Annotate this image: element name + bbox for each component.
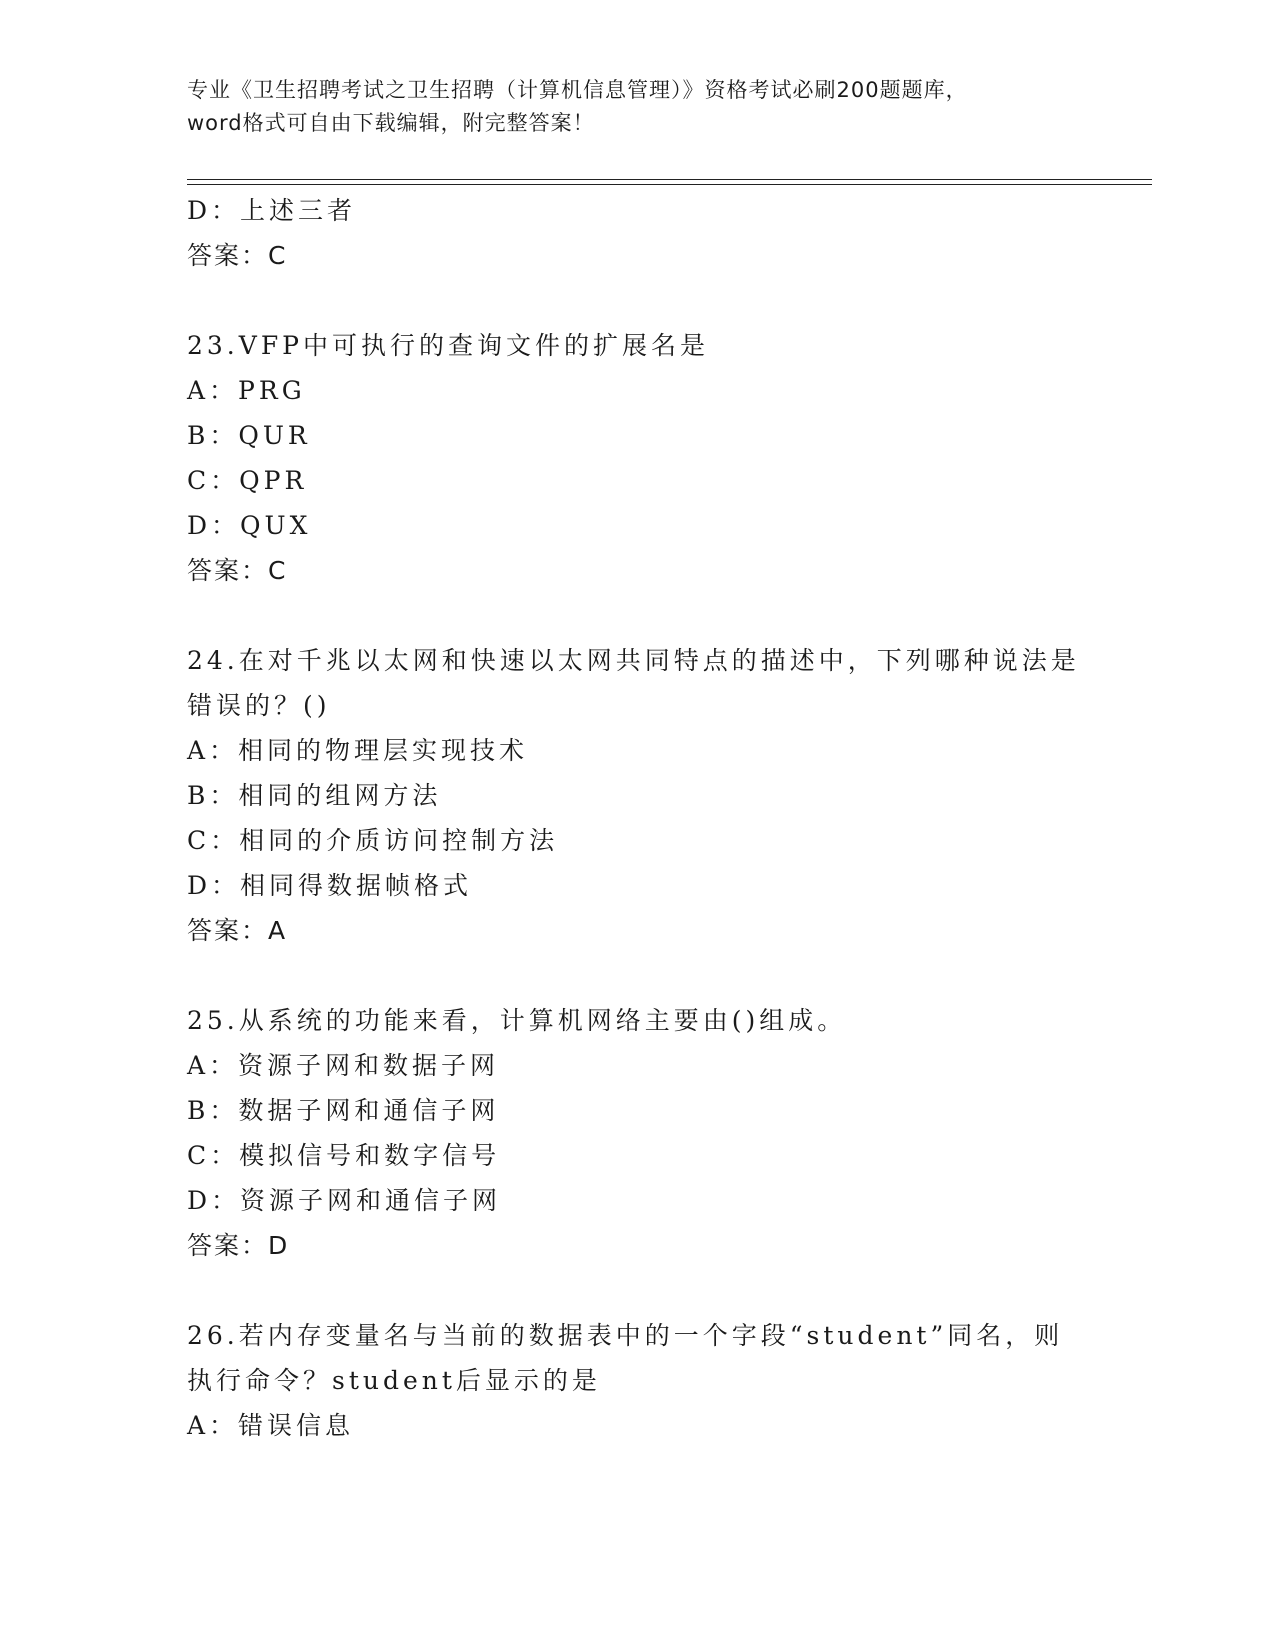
question-stem: 25.从系统的功能来看，计算机网络主要由()组成。 (187, 1006, 847, 1035)
option-b: B：数据子网和通信子网 (187, 1096, 500, 1125)
option-c: C：相同的介质访问控制方法 (187, 826, 559, 855)
question-25 (187, 998, 1152, 1268)
spacer (187, 1268, 1152, 1313)
header-divider-top (187, 179, 1152, 180)
question-stem-continued: 执行命令？student后显示的是 (187, 1366, 601, 1395)
question-stem: 24.在对千兆以太网和快速以太网共同特点的描述中，下列哪种说法是 (187, 646, 1080, 675)
question-list (187, 188, 1152, 1448)
option-a: A：相同的物理层实现技术 (187, 736, 529, 765)
spacer (187, 953, 1152, 998)
question-stem: 26.若内存变量名与当前的数据表中的一个字段“student”同名，则 (187, 1321, 1064, 1350)
question-23 (187, 323, 1152, 593)
answer: 答案：C (187, 241, 288, 270)
header-divider-bottom (187, 184, 1152, 185)
spacer (187, 593, 1152, 638)
question-26 (187, 1313, 1152, 1448)
option-d: D：相同得数据帧格式 (187, 871, 473, 900)
option-a: A：PRG (187, 376, 306, 405)
answer: 答案：A (187, 916, 288, 945)
option-b: B：相同的组网方法 (187, 781, 442, 810)
answer: 答案：C (187, 556, 288, 585)
spacer (187, 278, 1152, 323)
option-d: D：资源子网和通信子网 (187, 1186, 502, 1215)
question-stem: 23.VFP中可执行的查询文件的扩展名是 (187, 331, 709, 360)
answer: 答案：D (187, 1231, 290, 1260)
option-c: C：模拟信号和数字信号 (187, 1141, 501, 1170)
option-d: D：上述三者 (187, 196, 357, 225)
option-d: D：QUX (187, 511, 312, 540)
question-24 (187, 638, 1152, 953)
header-line-1: 专业《卫生招聘考试之卫生招聘（计算机信息管理）》资格考试必刷200题题库， (187, 78, 968, 102)
header-line-2: word格式可自由下载编辑，附完整答案！ (187, 111, 595, 135)
document-header (187, 74, 1087, 140)
option-a: A：错误信息 (187, 1411, 355, 1440)
option-a: A：资源子网和数据子网 (187, 1051, 500, 1080)
question-stem-continued: 错误的？() (187, 691, 331, 720)
option-c: C：QPR (187, 466, 308, 495)
option-b: B：QUR (187, 421, 311, 450)
question-22-tail (187, 188, 1152, 278)
